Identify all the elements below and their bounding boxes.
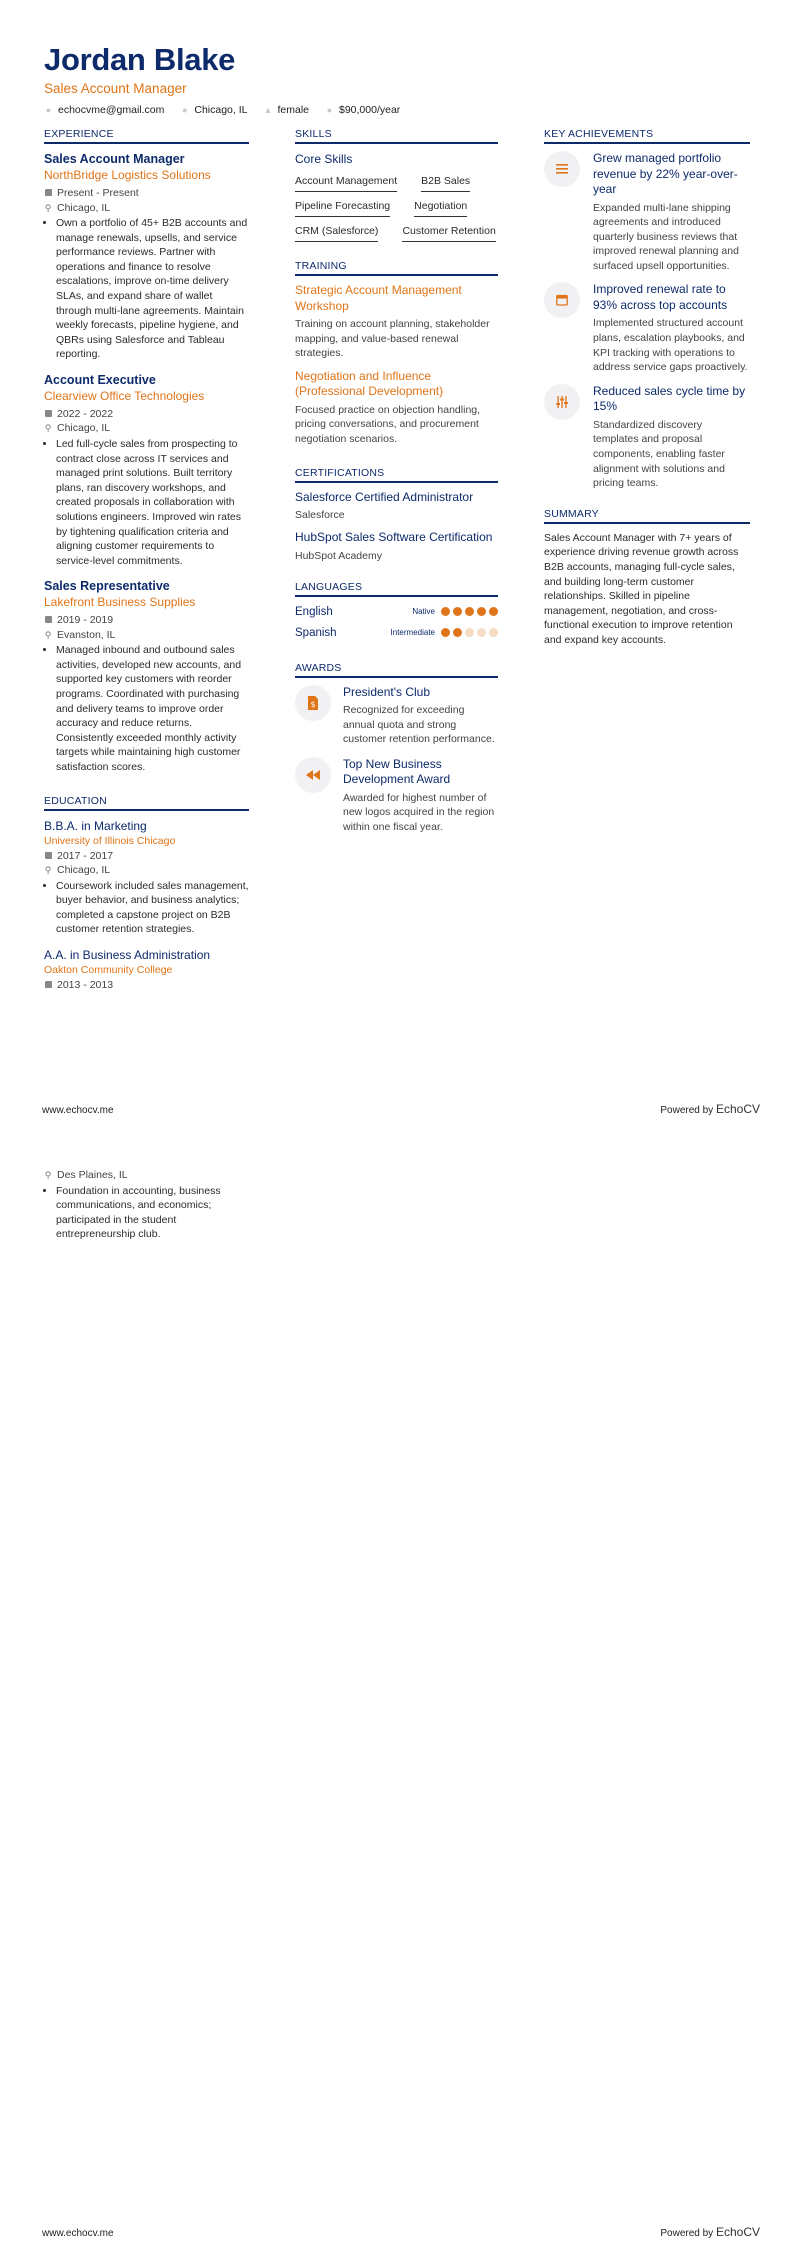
- footer-website[interactable]: www.echocv.me: [42, 2228, 114, 2239]
- achievement-item: [544, 282, 750, 374]
- list-icon: [544, 151, 580, 187]
- rating-dot: [489, 628, 498, 637]
- rating-dot: [465, 628, 474, 637]
- job-bullets: • Own a portfolio of 45+ B2B accounts and manage renewals, upsells, and service performance reviews. Partner with operations and finance to resolve escalations, improve on-time delivery SLAs, and expand share of wallet through multi-lane agreements. Maintain weekly forecasts, pipeline hygiene, and QBRs using Salesforce and Tableau reporting.: [44, 216, 249, 362]
- skill-tag: CRM (Salesforce): [295, 221, 378, 242]
- skills-heading: SKILLS: [295, 128, 498, 144]
- language-rating: [441, 607, 498, 616]
- skill-tag: Negotiation: [414, 196, 467, 217]
- achievement-title: Improved renewal rate to 93% across top accounts: [593, 282, 728, 312]
- language-rating: [441, 628, 498, 637]
- job-bullets: • Led full-cycle sales from prospecting to contract close across IT services and managed print solutions. Built territory plans, ran discovery workshops, and created proposals in collaboration with solutions engineers. Improved win rates by tightening qualification criteria and aligning customer requirements to service-level commitments.: [44, 437, 249, 568]
- svg-text:$: $: [310, 699, 316, 709]
- location-pin-icon: ⚲: [44, 865, 52, 876]
- right-column: [544, 128, 750, 648]
- rating-dot: [441, 628, 450, 637]
- location-pin-icon: ⚲: [44, 629, 52, 640]
- contact-location: ● Chicago, IL: [182, 104, 248, 116]
- certifications-heading: CERTIFICATIONS: [295, 467, 498, 483]
- candidate-name: Jordan Blake: [44, 42, 236, 77]
- location-pin-icon: ⚲: [44, 1170, 52, 1180]
- achievement-item: [544, 384, 750, 491]
- job-role: Sales Representative: [44, 579, 170, 594]
- job-location: ⚲ Evanston, IL: [44, 628, 116, 641]
- cert-issuer: Salesforce: [295, 509, 345, 522]
- experience-item: [44, 372, 249, 568]
- location-pin-icon: ⚲: [44, 202, 52, 213]
- edu-bullets: • Coursework included sales management, buyer behavior, and business analytics; completed a capstone project on B2B customer retention strategies.: [44, 879, 249, 937]
- cert-issuer: HubSpot Academy: [295, 549, 382, 562]
- candidate-title: Sales Account Manager: [44, 81, 187, 96]
- achievement-desc: Expanded multi-lane shipping agreements and introduced quarterly business reviews that improved renewal planning and surfaced upsell opportunities.: [593, 201, 739, 272]
- awards-heading: AWARDS: [295, 662, 498, 678]
- job-company: NorthBridge Logistics Solutions: [44, 168, 211, 182]
- language-level: Intermediate: [390, 628, 435, 638]
- rating-dot: [477, 628, 486, 637]
- training-item: [295, 369, 498, 447]
- job-location: ⚲ Chicago, IL: [44, 201, 111, 214]
- calendar-icon: [44, 978, 52, 993]
- job-dates: Present - Present: [44, 186, 249, 201]
- experience-item: [44, 578, 249, 774]
- award-desc: Awarded for highest number of new logos acquired in the region within one fiscal year.: [343, 791, 495, 834]
- rating-dot: [453, 628, 462, 637]
- achievements-heading: KEY ACHIEVEMENTS: [544, 128, 750, 144]
- calendar-icon: [44, 186, 52, 201]
- footer-brand: EchoCV: [715, 2225, 760, 2239]
- achievement-desc: Implemented structured account plans, escalation playbooks, and KPI tracking with operations to address service gaps proactively.: [593, 317, 748, 374]
- rating-dot: [489, 607, 498, 616]
- rating-dot: [441, 607, 450, 616]
- left-column: [44, 128, 249, 1003]
- edu-dates: 2017 - 2017: [44, 849, 249, 864]
- language-name: Spanish: [295, 626, 337, 639]
- edu-dates: 2013 - 2013: [44, 978, 249, 993]
- award-title: President's Club: [343, 684, 430, 699]
- training-desc: Focused practice on objection handling, pricing conversations, and procurement negotiation scenarios.: [295, 403, 481, 445]
- cert-name: Salesforce Certified Administrator: [295, 489, 474, 504]
- skill-tag: Account Management: [295, 171, 397, 192]
- job-location: ⚲ Chicago, IL: [44, 422, 111, 435]
- achievement-title: Reduced sales cycle time by 15%: [593, 383, 746, 414]
- email-icon: ●: [45, 104, 52, 115]
- achievement-title: Grew managed portfolio revenue by 22% year-over-year: [593, 151, 738, 196]
- location-pin-icon: ●: [182, 104, 188, 115]
- award-item: [295, 685, 498, 747]
- experience-item: [44, 151, 249, 362]
- skill-tag: B2B Sales: [421, 171, 470, 192]
- job-bullets: • Managed inbound and outbound sales activities, developed new accounts, and supported key customers with reorder programs. Coordinated with purchasing and delivery teams to improve order accuracy and reduce returns. Consistently exceeded monthly activity targets while maintaining high customer satisfaction scores.: [44, 643, 249, 774]
- rewind-icon: [295, 757, 331, 793]
- contact-row: [44, 104, 764, 116]
- job-company: Lakefront Business Supplies: [44, 595, 196, 610]
- job-company: Clearview Office Technologies: [44, 388, 205, 403]
- contact-gender: ▲ female: [263, 104, 309, 116]
- certification-item: [295, 490, 498, 524]
- edu-bullets: • Foundation in accounting, business communications, and economics; participated in the student entrepreneurship club.: [44, 1184, 249, 1242]
- training-heading: TRAINING: [295, 260, 498, 276]
- middle-column: [295, 128, 498, 845]
- languages-heading: LANGUAGES: [295, 581, 498, 597]
- certification-item: [295, 530, 498, 564]
- skills-subheading: Core Skills: [295, 152, 353, 166]
- achievement-desc: Standardized discovery templates and proposal components, enabling faster alignment with solutions and pricing teams.: [593, 418, 725, 490]
- job-dates: 2019 - 2019: [44, 613, 249, 628]
- award-desc: Recognized for exceeding annual quota and strong customer retention performance.: [343, 704, 495, 746]
- skill-tag: Customer Retention: [402, 221, 495, 242]
- summary-text: Sales Account Manager with 7+ years of experience driving revenue growth across B2B accounts, managing full-cycle sales, and building long-term customer relationships. Skilled in pipeline management, negotiation, and cross-functional execution to improve retention and expand key accounts.: [544, 531, 739, 646]
- job-role: Account Executive: [44, 372, 156, 387]
- location-pin-icon: ⚲: [44, 423, 52, 434]
- page-footer: [42, 1102, 760, 1116]
- person-icon: ▲: [263, 104, 273, 115]
- cert-name: HubSpot Sales Software Certification: [295, 530, 493, 545]
- education-heading: EDUCATION: [44, 795, 249, 811]
- training-title: Strategic Account Management Workshop: [295, 283, 462, 313]
- calendar-icon: [44, 849, 52, 864]
- achievement-item: [544, 151, 750, 273]
- language-level: Native: [412, 607, 435, 617]
- edu-school: Oakton Community College: [44, 964, 173, 976]
- language-item: [295, 604, 498, 620]
- rating-dot: [477, 607, 486, 616]
- document-dollar-icon: [295, 685, 331, 721]
- summary-heading: SUMMARY: [544, 508, 750, 524]
- language-name: English: [295, 605, 333, 618]
- edu-location: ⚲ Des Plaines, IL: [44, 1169, 128, 1181]
- contact-salary: ● $90,000/year: [326, 104, 401, 116]
- rating-dot: [453, 607, 462, 616]
- skill-tag: Pipeline Forecasting: [295, 196, 390, 217]
- experience-heading: EXPERIENCE: [44, 128, 249, 144]
- language-item: [295, 625, 498, 641]
- footer-powered: Powered by EchoCV: [660, 2225, 760, 2239]
- job-dates: 2022 - 2022: [44, 407, 249, 422]
- footer-powered: Powered by EchoCV: [660, 1102, 760, 1116]
- edu-school: University of Illinois Chicago: [44, 834, 176, 847]
- education-item: [44, 818, 249, 937]
- education-item: [44, 947, 249, 993]
- calendar-icon: [44, 613, 52, 628]
- job-role: Sales Account Manager: [44, 152, 185, 166]
- education-continuation: [44, 1168, 249, 1242]
- skills-list: [295, 171, 498, 246]
- contact-email: ● echocvme@gmail.com: [45, 104, 165, 116]
- training-desc: Training on account planning, stakeholder mapping, and value-based renewal strategies.: [295, 318, 490, 360]
- calendar-icon: [44, 407, 52, 422]
- resume-header: [44, 42, 764, 116]
- training-item: [295, 283, 498, 361]
- edu-degree: B.B.A. in Marketing: [44, 818, 147, 833]
- footer-brand: EchoCV: [715, 1102, 760, 1116]
- award-item: [295, 757, 498, 835]
- training-title: Negotiation and Influence (Professional Development): [295, 368, 444, 399]
- footer-website[interactable]: www.echocv.me: [42, 1105, 114, 1116]
- edu-degree: A.A. in Business Administration: [44, 948, 211, 962]
- sliders-icon: [544, 384, 580, 420]
- award-title: Top New Business Development Award: [343, 756, 451, 787]
- page-footer: [42, 2225, 760, 2239]
- calendar-icon: [544, 282, 580, 318]
- edu-location: ⚲ Chicago, IL: [44, 864, 111, 877]
- money-icon: ●: [326, 104, 333, 115]
- rating-dot: [465, 607, 474, 616]
